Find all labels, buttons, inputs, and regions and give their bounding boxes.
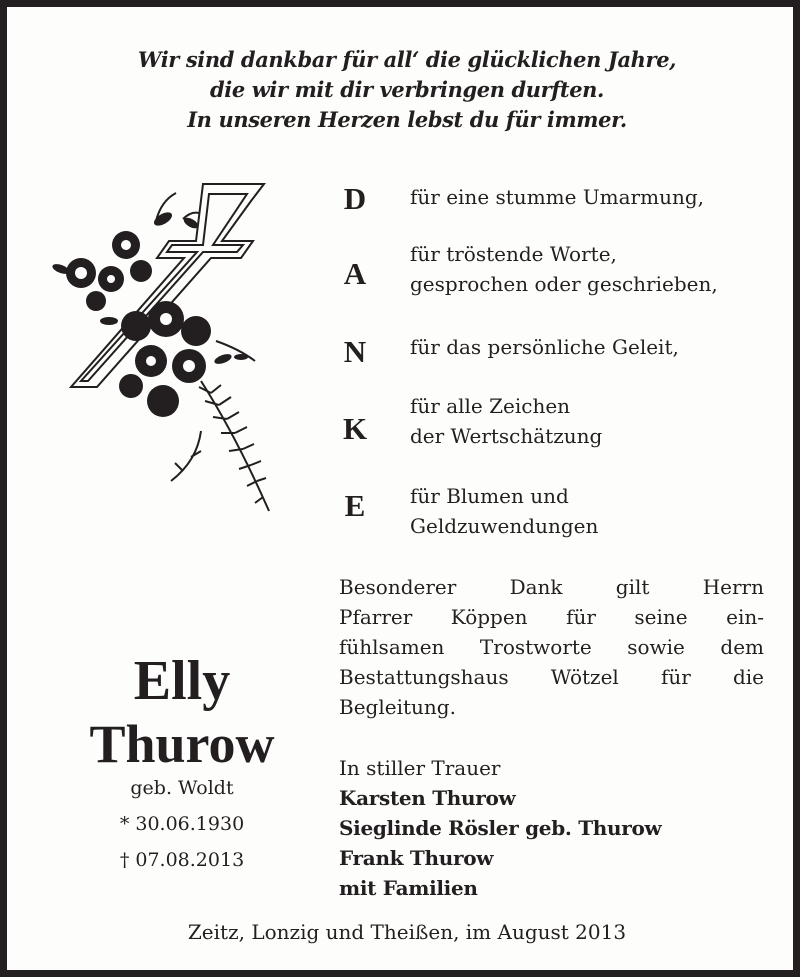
motto-line: die wir mit dir verbringen durften.	[210, 77, 604, 102]
danke-text-line: der Wertschätzung	[410, 424, 603, 448]
thanks-line: Begleitung.	[339, 695, 456, 719]
thanks-line: Bestattungshaus Wötzel für die	[339, 665, 764, 689]
mourner-name: Frank Thurow	[339, 846, 494, 870]
danke-text	[410, 332, 679, 362]
motto-line: In unseren Herzen lebst du für immer.	[187, 107, 627, 132]
danke-text	[410, 182, 704, 212]
danke-text-line: Geldzuwendungen	[410, 514, 599, 538]
death-date: † 07.08.2013	[119, 849, 245, 871]
danke-letter: E	[344, 488, 366, 523]
thanks-line: Pfarrer Köppen für seine ein-	[339, 605, 764, 629]
danke-text-line: für das persönliche Geleit,	[410, 335, 679, 359]
maiden-name: geb. Woldt	[130, 777, 234, 799]
danke-text-line: für Blumen und	[410, 484, 569, 508]
place-and-date: Zeitz, Lonzig und Theißen, im August 2013	[187, 920, 627, 944]
danke-text-line: für eine stumme Umarmung,	[410, 185, 705, 209]
danke-text-line: gesprochen oder geschrieben,	[410, 272, 718, 296]
mourner-name: mit Familien	[339, 876, 478, 900]
motto-line: Wir sind dankbar für all‘ die glücklichen Jahre,	[137, 47, 677, 72]
danke-text	[410, 481, 598, 541]
danke-letter: A	[343, 256, 367, 291]
danke-letter: N	[343, 334, 367, 369]
deceased-first-name: Elly	[133, 650, 231, 712]
danke-text	[410, 391, 602, 451]
danke-text-line: für tröstende Worte,	[410, 242, 617, 266]
cross-with-roses-icon	[51, 181, 283, 517]
thanks-line: fühlsamen Trostworte sowie dem	[339, 635, 764, 659]
mourner-name: Sieglinde Rösler geb. Thurow	[339, 816, 662, 840]
danke-letter: K	[342, 411, 368, 446]
birth-date: * 30.06.1930	[119, 813, 245, 835]
deceased-last-name: Thurow	[89, 714, 275, 774]
thanks-line: Besonderer Dank gilt Herrn	[339, 575, 764, 599]
danke-letter: D	[343, 181, 367, 216]
special-thanks	[339, 572, 764, 722]
danke-text-line: für alle Zeichen	[410, 394, 571, 418]
mourners-signoff	[339, 753, 661, 903]
danke-text	[410, 239, 718, 299]
mourner-name: Karsten Thurow	[339, 786, 516, 810]
signoff-intro: In stiller Trauer	[339, 756, 501, 780]
memorial-motto	[7, 45, 800, 135]
